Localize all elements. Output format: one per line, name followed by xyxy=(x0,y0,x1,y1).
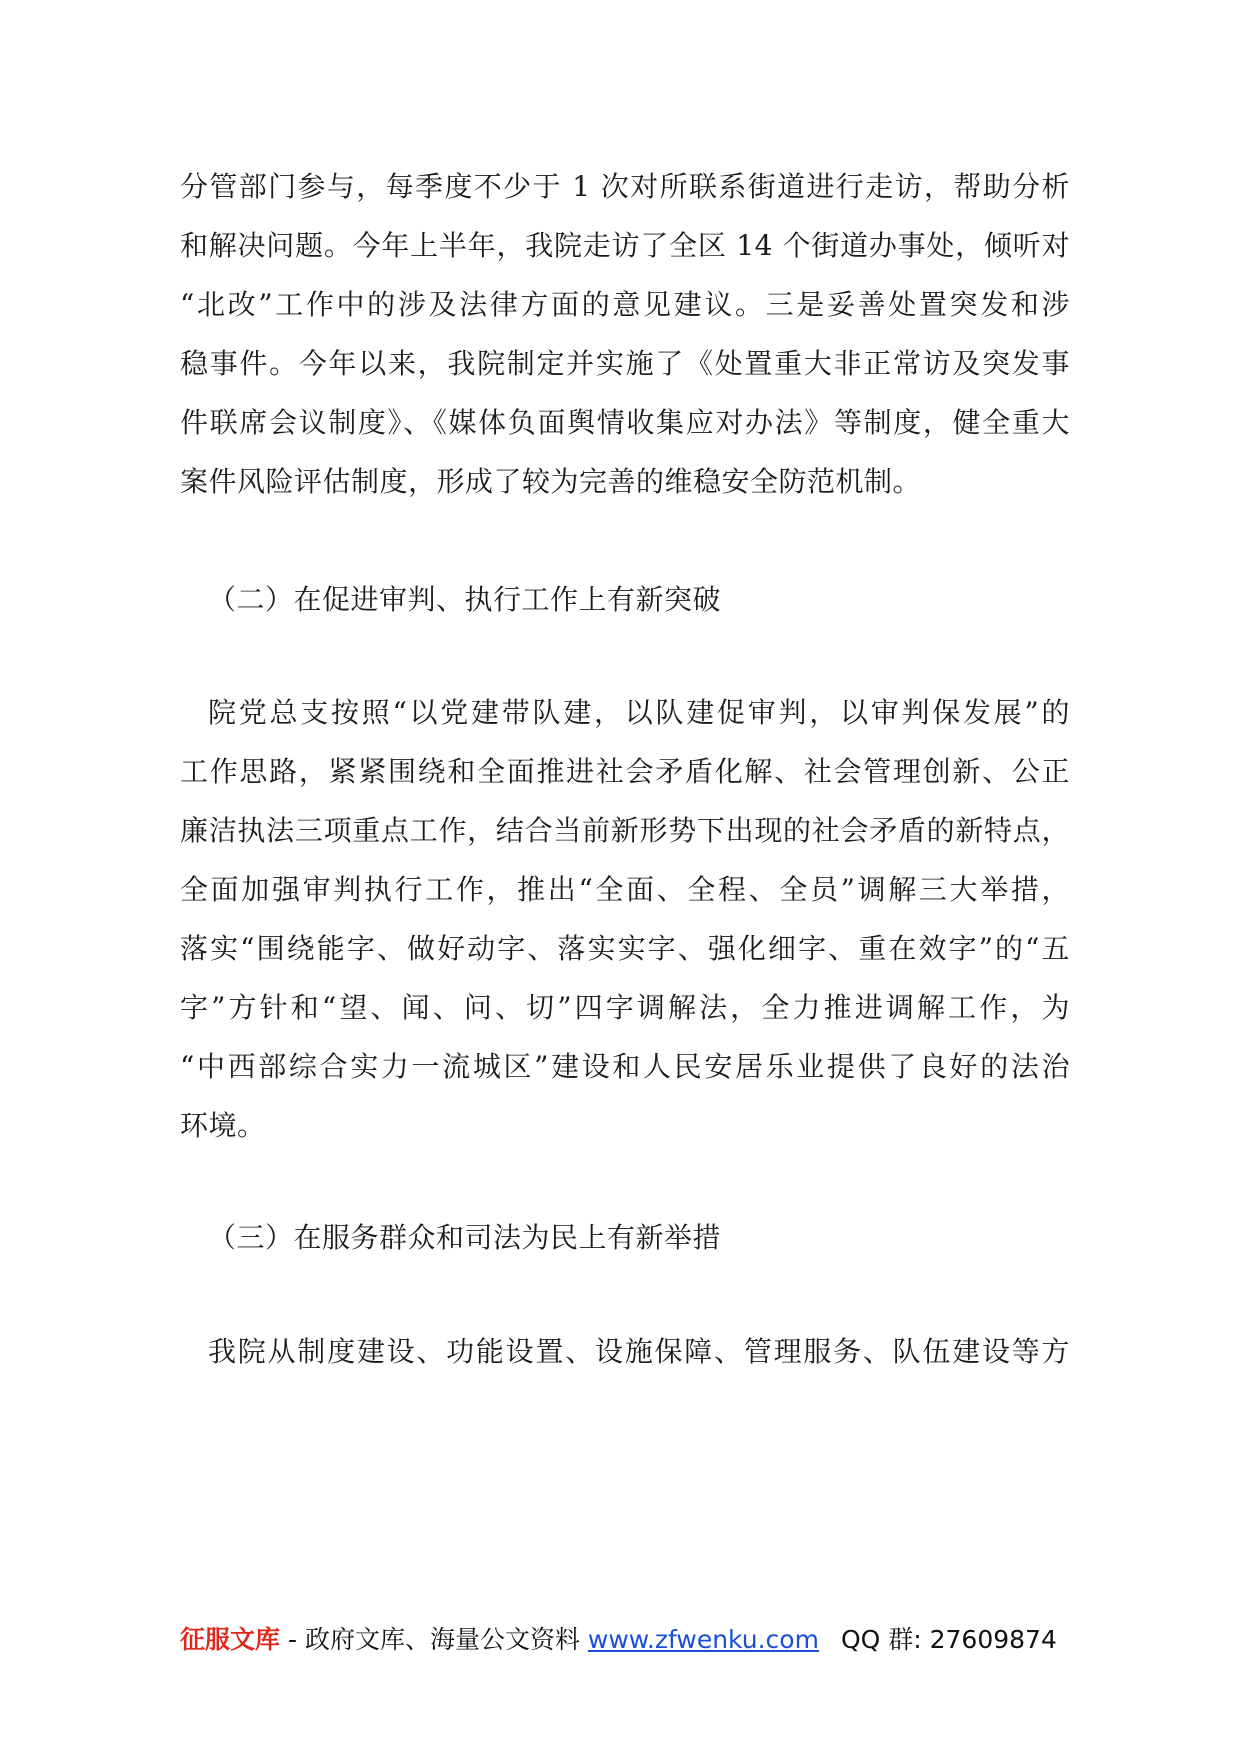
body-text-line: 案件风险评估制度，形成了较为完善的维稳安全防范机制。 xyxy=(180,465,922,498)
body-text-line: 环境。 xyxy=(180,1109,266,1142)
section-heading: （二）在促进审判、执行工作上有新突破 xyxy=(208,583,722,616)
body-text-line: 落实“围绕能字、做好动字、落实实字、强化细字、重在效字”的“五 xyxy=(180,932,1070,965)
footer-qq-group: QQ 群: 27609874 xyxy=(840,1625,1057,1654)
body-text-line: 全面加强审判执行工作，推出“全面、全程、全员”调解三大举措， xyxy=(180,873,1070,906)
body-text-line: 廉洁执法三项重点工作，结合当前新形势下出现的社会矛盾的新特点， xyxy=(180,814,1070,847)
body-text-line: 字”方针和“望、闻、问、切”四字调解法，全力推进调解工作，为 xyxy=(180,991,1070,1024)
body-text-line: 稳事件。今年以来，我院制定并实施了《处置重大非正常访及突发事 xyxy=(180,347,1070,380)
body-text-line: 工作思路，紧紧围绕和全面推进社会矛盾化解、社会管理创新、公正 xyxy=(180,755,1070,788)
body-text-line: 件联席会议制度》、《媒体负面舆情收集应对办法》等制度，健全重大 xyxy=(180,406,1070,439)
section-heading: （三）在服务群众和司法为民上有新举措 xyxy=(208,1221,722,1254)
footer-separator: - xyxy=(280,1625,305,1654)
body-text-line: 院党总支按照“以党建带队建，以队建促审判，以审判保发展”的 xyxy=(208,696,1070,729)
footer-brand: 征服文库 xyxy=(180,1625,281,1654)
body-text-line: “北改”工作中的涉及法律方面的意见建议。三是妥善处置突发和涉 xyxy=(180,288,1070,321)
body-text-line: 分管部门参与，每季度不少于 1 次对所联系街道进行走访，帮助分析 xyxy=(180,170,1070,203)
page-footer xyxy=(180,1622,1080,1658)
footer-website-link[interactable]: www.zfwenku.com xyxy=(587,1625,819,1654)
body-text-line: “中西部综合实力一流城区”建设和人民安居乐业提供了良好的法治 xyxy=(180,1050,1070,1083)
footer-description: 政府文库、海量公文资料 xyxy=(304,1625,588,1654)
body-text-line: 和解决问题。今年上半年，我院走访了全区 14 个街道办事处，倾听对 xyxy=(180,229,1070,262)
body-text-line: 我院从制度建设、功能设置、设施保障、管理服务、队伍建设等方 xyxy=(208,1335,1070,1368)
